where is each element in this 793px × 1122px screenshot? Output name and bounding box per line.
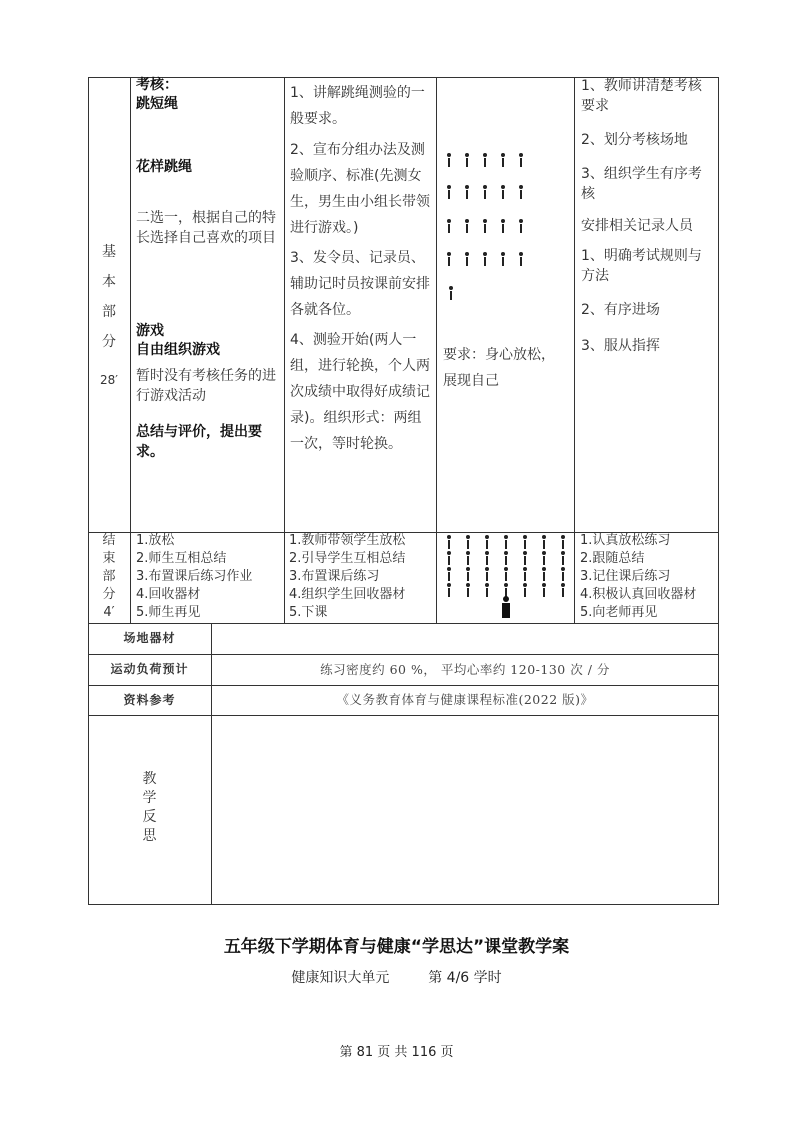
col-divider — [574, 77, 575, 623]
student-figure-icon — [503, 567, 509, 581]
basic-section-minutes: 28′ — [100, 373, 118, 387]
basic-organization-cell — [437, 78, 574, 532]
student-step: 1、明确考试规则与方法 — [581, 248, 702, 284]
student-figure-icon — [541, 583, 547, 597]
label-char: 思 — [142, 828, 157, 844]
student-figure-icon — [500, 252, 506, 266]
end-student-cell — [580, 532, 716, 622]
end-teacher-item: 2.引导学生互相总结 — [289, 551, 406, 566]
label-char: 学 — [142, 790, 157, 806]
end-formation-diagram — [437, 533, 574, 623]
col-divider — [130, 77, 131, 623]
teacher-figure-icon — [500, 596, 512, 618]
table-border-bottom — [88, 904, 719, 905]
student-figure-icon — [541, 551, 547, 565]
end-content-item: 5.师生再见 — [136, 605, 201, 620]
label-char: 教 — [142, 771, 157, 787]
end-student-item: 3.记住课后练习 — [580, 569, 671, 584]
label-char: 本 — [102, 274, 116, 290]
label-char: 基 — [102, 244, 116, 260]
exam-title: 考核： — [136, 77, 178, 93]
unit-name: 健康知识大单元 — [291, 970, 390, 986]
basic-section-label — [88, 240, 130, 392]
reflection-label — [88, 770, 211, 846]
period-info: 第 4/6 学时 — [428, 970, 502, 986]
load-value: 练习密度约 60 %， 平均心率约 120-130 次 / 分 — [320, 662, 610, 677]
end-teacher-item: 1.教师带领学生放松 — [289, 533, 406, 548]
student-figure-icon — [560, 535, 566, 549]
student-step: 3、组织学生有序考核 — [581, 166, 702, 202]
student-figure-icon — [482, 185, 488, 199]
student-figure-icon — [482, 219, 488, 233]
label-char: 束 — [102, 551, 116, 566]
student-figure-icon — [446, 567, 452, 581]
student-figure-icon — [560, 551, 566, 565]
student-step: 安排相关记录人员 — [581, 218, 693, 234]
equipment-value — [212, 623, 718, 654]
equipment-label: 场地器材 — [123, 631, 176, 645]
table-border-right — [718, 77, 719, 905]
student-figure-icon — [503, 551, 509, 565]
next-plan-title: 五年级下学期体育与健康“学思达”课堂教学案 — [223, 937, 570, 957]
teacher-step: 1、讲解跳绳测验的一般要求。 — [290, 85, 425, 127]
student-step: 2、有序进场 — [581, 302, 660, 318]
student-figure-icon — [484, 567, 490, 581]
student-figure-icon — [522, 551, 528, 565]
end-student-item: 4.积极认真回收器材 — [580, 587, 697, 602]
student-figure-icon — [448, 286, 454, 300]
end-teacher-cell — [289, 532, 435, 622]
label-char: 分 — [102, 334, 116, 350]
student-figure-icon — [503, 583, 509, 597]
student-figure-icon — [446, 219, 452, 233]
student-figure-icon — [522, 567, 528, 581]
student-figure-icon — [464, 185, 470, 199]
student-figure-icon — [500, 153, 506, 167]
student-figure-icon — [482, 252, 488, 266]
end-student-item: 1.认真放松练习 — [580, 533, 671, 548]
student-figure-icon — [560, 567, 566, 581]
fancy-rope: 花样跳绳 — [136, 159, 192, 175]
student-step: 2、划分考核场地 — [581, 132, 688, 148]
basic-teacher-cell — [290, 80, 430, 457]
student-figure-icon — [446, 551, 452, 565]
student-figure-icon — [465, 567, 471, 581]
label-char: 反 — [142, 809, 157, 825]
label-char: 部 — [102, 304, 116, 320]
student-figure-icon — [484, 551, 490, 565]
student-figure-icon — [465, 535, 471, 549]
student-figure-icon — [500, 185, 506, 199]
student-step: 3、服从指挥 — [581, 338, 660, 354]
col-divider — [284, 77, 285, 623]
student-figure-icon — [464, 153, 470, 167]
label-char: 部 — [102, 569, 116, 584]
student-figure-icon — [465, 583, 471, 597]
student-figure-icon — [484, 535, 490, 549]
choose-desc: 二选一，根据自己的特长选择自己喜欢的项目 — [136, 210, 276, 246]
student-figure-icon — [541, 535, 547, 549]
student-figure-icon — [518, 219, 524, 233]
game-desc: 暂时没有考核任务的进行游戏活动 — [136, 368, 276, 404]
end-organization-cell — [437, 533, 574, 623]
summary-requirement: 总结与评价，提出要求。 — [136, 424, 262, 460]
reflection-content — [212, 716, 718, 904]
end-section-minutes: 4′ — [103, 605, 115, 620]
page-number: 第 81 页 共 116 页 — [339, 1045, 454, 1060]
next-plan-subtitle — [0, 967, 793, 987]
student-figure-icon — [503, 535, 509, 549]
end-student-item: 2.跟随总结 — [580, 551, 645, 566]
end-section-label — [88, 532, 130, 622]
end-content-item: 2.师生互相总结 — [136, 551, 227, 566]
end-teacher-item: 5.下课 — [289, 605, 328, 620]
end-teacher-item: 3.布置课后练习 — [289, 569, 380, 584]
teacher-step: 2、宣布分组办法及测验顺序、标准(先测女生，男生由小组长带领进行游戏。) — [290, 142, 430, 236]
game-subtitle: 自由组织游戏 — [136, 342, 220, 358]
end-student-item: 5.向老师再见 — [580, 605, 658, 620]
end-content-item: 3.布置课后练习作业 — [136, 569, 253, 584]
student-figure-icon — [518, 185, 524, 199]
basic-content-cell — [136, 76, 282, 462]
student-figure-icon — [446, 535, 452, 549]
student-figure-icon — [465, 551, 471, 565]
student-step: 1、教师讲清楚考核要求 — [581, 78, 702, 114]
student-figure-icon — [518, 153, 524, 167]
label-char: 分 — [102, 587, 116, 602]
teacher-step: 4、测验开始(两人一组，进行轮换，个人两次成绩中取得好成绩记录)。组织形式：两组一次，等时轮换。 — [290, 332, 430, 452]
end-teacher-item: 4.组织学生回收器材 — [289, 587, 406, 602]
exam-item: 跳短绳 — [136, 96, 178, 112]
student-figure-icon — [464, 252, 470, 266]
game-title: 游戏 — [136, 323, 164, 339]
student-figure-icon — [522, 583, 528, 597]
student-figure-icon — [482, 153, 488, 167]
organization-requirement: 要求：身心放松，展现自己 — [443, 347, 555, 389]
student-figure-icon — [446, 185, 452, 199]
load-label: 运动负荷预计 — [110, 662, 189, 676]
student-figure-icon — [446, 153, 452, 167]
student-figure-icon — [541, 567, 547, 581]
student-figure-icon — [446, 583, 452, 597]
label-char: 结 — [102, 533, 116, 548]
student-figure-icon — [484, 583, 490, 597]
student-figure-icon — [522, 535, 528, 549]
reference-label: 资料参考 — [123, 693, 176, 707]
basic-student-cell — [581, 76, 715, 356]
teacher-step: 3、发令员、记录员、辅助记时员按课前安排各就各位。 — [290, 250, 430, 318]
end-content-item: 4.回收器材 — [136, 587, 201, 602]
student-figure-icon — [560, 583, 566, 597]
end-content-item: 1.放松 — [136, 533, 175, 548]
end-content-cell — [136, 532, 284, 622]
student-figure-icon — [464, 219, 470, 233]
formation-diagram — [437, 78, 574, 338]
student-figure-icon — [446, 252, 452, 266]
reference-value: 《义务教育体育与健康课程标准(2022 版)》 — [336, 692, 594, 707]
student-figure-icon — [500, 219, 506, 233]
student-figure-icon — [518, 252, 524, 266]
